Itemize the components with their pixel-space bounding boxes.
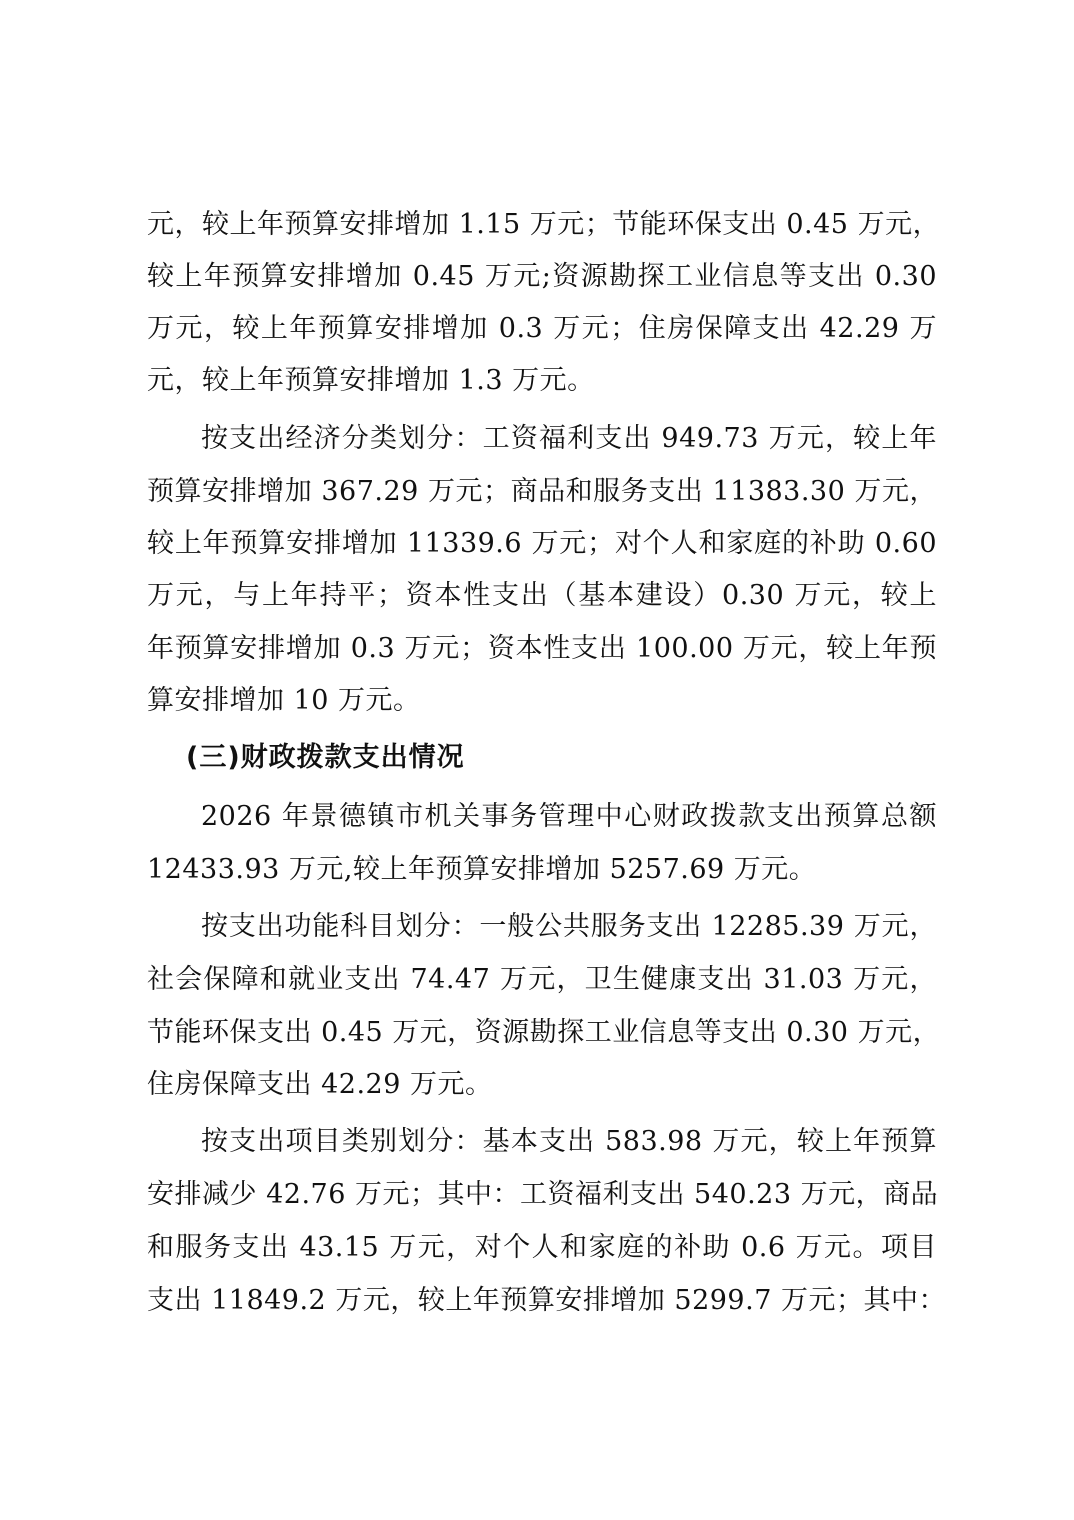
paragraph-line: 预算安排增加 367.29 万元；商品和服务支出 11383.30 万元， xyxy=(147,476,937,507)
paragraph-line: 2026 年景德镇市机关事务管理中心财政拨款支出预算总额 xyxy=(201,801,937,832)
paragraph-line: 按支出功能科目划分：一般公共服务支出 12285.39 万元， xyxy=(201,911,937,942)
paragraph-line: 较上年预算安排增加 11339.6 万元；对个人和家庭的补助 0.60 xyxy=(147,528,937,559)
paragraph-line: 12433.93 万元,较上年预算安排增加 5257.69 万元。 xyxy=(147,854,817,885)
paragraph-line: 安排减少 42.76 万元；其中：工资福利支出 540.23 万元，商品 xyxy=(147,1179,939,1210)
paragraph-line: 节能环保支出 0.45 万元，资源勘探工业信息等支出 0.30 万元， xyxy=(147,1017,941,1048)
paragraph-line: 万元，较上年预算安排增加 0.3 万元；住房保障支出 42.29 万 xyxy=(147,313,937,344)
paragraph-line: 按支出经济分类划分：工资福利支出 949.73 万元，较上年 xyxy=(201,423,937,454)
paragraph-line: 按支出项目类别划分：基本支出 583.98 万元，较上年预算 xyxy=(201,1126,937,1157)
paragraph-line: 较上年预算安排增加 0.45 万元;资源勘探工业信息等支出 0.30 xyxy=(147,261,937,292)
paragraph-line: 算安排增加 10 万元。 xyxy=(147,685,421,716)
paragraph-line: 元，较上年预算安排增加 1.3 万元。 xyxy=(147,365,595,396)
paragraph-line: 社会保障和就业支出 74.47 万元，卫生健康支出 31.03 万元， xyxy=(147,964,937,995)
paragraph-line: 万元，与上年持平；资本性支出（基本建设）0.30 万元，较上 xyxy=(147,580,937,611)
paragraph-line: 元，较上年预算安排增加 1.15 万元；节能环保支出 0.45 万元， xyxy=(147,209,941,240)
paragraph-line: 住房保障支出 42.29 万元。 xyxy=(147,1069,493,1100)
paragraph-line: 和服务支出 43.15 万元，对个人和家庭的补助 0.6 万元。项目 xyxy=(147,1232,937,1263)
section-heading: (三)财政拨款支出情况 xyxy=(186,742,465,773)
paragraph-line: 年预算安排增加 0.3 万元；资本性支出 100.00 万元，较上年预 xyxy=(147,633,937,664)
paragraph-line: 支出 11849.2 万元，较上年预算安排增加 5299.7 万元；其中： xyxy=(147,1285,946,1316)
